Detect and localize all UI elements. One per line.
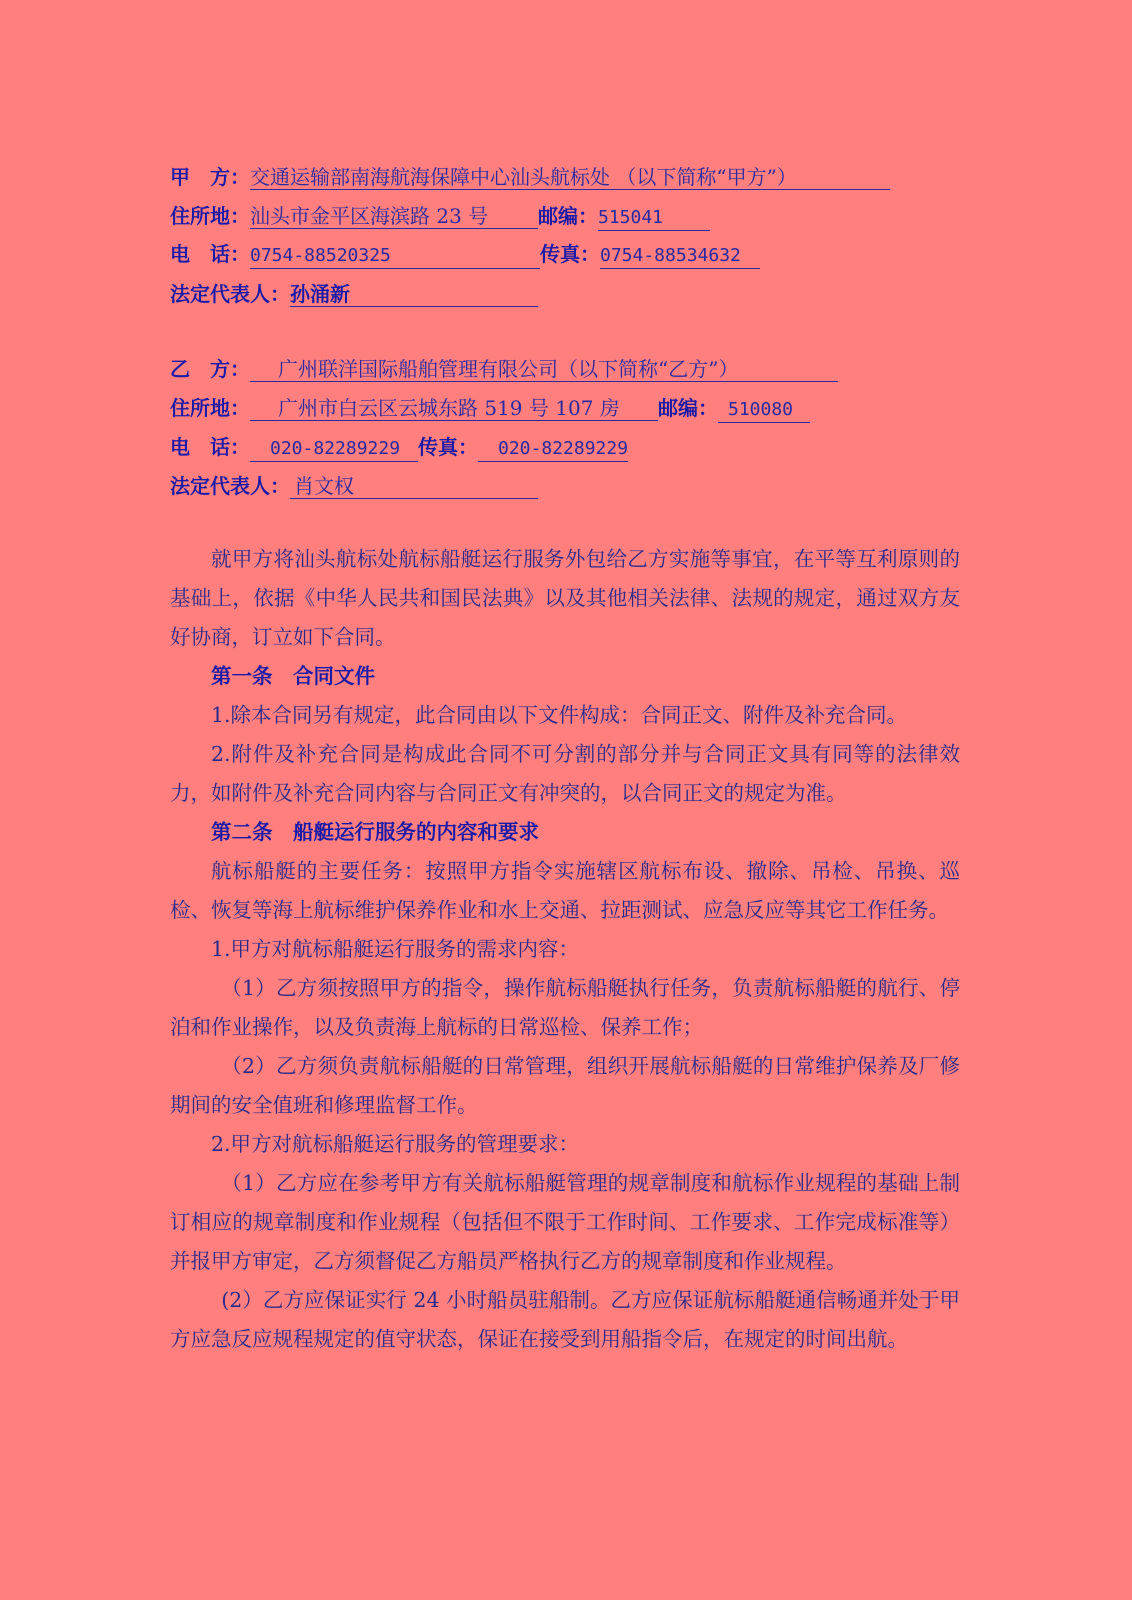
party-b-postcode-label: 邮编： xyxy=(658,396,718,420)
article-2-section-2-title: 2.甲方对航标船艇运行服务的管理要求： xyxy=(211,1132,580,1156)
party-b-address-label: 住所地： xyxy=(170,396,250,420)
party-b-phone-label: 电 话： xyxy=(170,435,250,459)
party-b-rep-row xyxy=(170,473,538,499)
party-b-phone-row xyxy=(170,434,628,462)
party-b-rep: 肖文权 xyxy=(290,474,538,499)
party-a-name-row xyxy=(170,164,890,190)
party-a-address: 汕头市金平区海滨路 23 号 xyxy=(250,204,538,229)
party-a-postcode-label: 邮编： xyxy=(538,204,598,228)
party-a-address-row xyxy=(170,203,710,231)
contract-body xyxy=(170,540,960,1359)
party-b-postcode: 510080 xyxy=(718,398,810,423)
party-b-name-row xyxy=(170,356,838,382)
party-b-fax: 020-82289229 xyxy=(478,437,628,462)
party-a-rep: 孙涌新 xyxy=(290,282,538,307)
party-a-fax-label: 传真： xyxy=(540,242,600,266)
article-2-section-2-item-1: （1）乙方应在参考甲方有关航标船艇管理的规章制度和航标作业规程的基础上制订相应的规章制度和作业规程（包括但不限于工作时间、工作要求、工作完成标准等）并报甲方审定，乙方须督促乙方船员严格执行乙方的规章制度和作业规程。 xyxy=(170,1171,960,1273)
article-2-section-1-title: 1.甲方对航标船艇运行服务的需求内容： xyxy=(211,937,580,961)
article-1-title: 第一条 合同文件 xyxy=(211,664,375,688)
party-b-address: 广州市白云区云城东路 519 号 107 房 xyxy=(250,396,658,421)
party-a-postcode: 515041 xyxy=(598,206,710,231)
party-a-address-label: 住所地： xyxy=(170,204,250,228)
party-b-phone: 020-82289229 xyxy=(250,437,418,462)
party-a-fax: 0754-88534632 xyxy=(600,244,760,269)
intro-paragraph: 就甲方将汕头航标处航标船艇运行服务外包给乙方实施等事宜，在平等互利原则的基础上，依据《中华人民共和国民法典》以及其他相关法律、法规的规定，通过双方友好协商，订立如下合同。 xyxy=(170,547,960,649)
party-a-phone: 0754-88520325 xyxy=(250,244,540,269)
party-b-label: 乙 方： xyxy=(170,357,250,381)
article-2-section-2-item-2: (2）乙方应保证实行 24 小时船员驻船制。乙方应保证航标船艇通信畅通并处于甲方应急反应规程规定的值守状态，保证在接受到用船指令后，在规定的时间出航。 xyxy=(170,1288,960,1351)
party-a-rep-label: 法定代表人： xyxy=(170,282,290,306)
article-1-item-1: 1.除本合同另有规定，此合同由以下文件构成：合同正文、附件及补充合同。 xyxy=(211,703,908,727)
article-1-item-2: 2.附件及补充合同是构成此合同不可分割的部分并与合同正文具有同等的法律效力，如附件及补充合同内容与合同正文有冲突的，以合同正文的规定为准。 xyxy=(170,742,960,805)
party-a-name: 交通运输部南海航海保障中心汕头航标处 （以下简称“甲方”） xyxy=(250,165,890,190)
party-b-rep-label: 法定代表人： xyxy=(170,474,290,498)
party-a-rep-row xyxy=(170,281,538,307)
article-2-title: 第二条 船艇运行服务的内容和要求 xyxy=(211,820,539,844)
article-2-section-1-item-1: （1）乙方须按照甲方的指令，操作航标船艇执行任务，负责航标船艇的航行、停泊和作业操作，以及负责海上航标的日常巡检、保养工作； xyxy=(170,976,960,1039)
party-b-name: 广州联洋国际船舶管理有限公司（以下简称“乙方”） xyxy=(250,357,838,382)
article-2-tasks: 航标船艇的主要任务：按照甲方指令实施辖区航标布设、撤除、吊检、吊换、巡检、恢复等海上航标维护保养作业和水上交通、拉距测试、应急反应等其它工作任务。 xyxy=(170,859,960,922)
party-b-fax-label: 传真： xyxy=(418,435,478,459)
party-a-label: 甲 方： xyxy=(170,165,250,189)
party-b-address-row xyxy=(170,395,810,423)
party-a-phone-row xyxy=(170,241,760,269)
party-a-phone-label: 电 话： xyxy=(170,242,250,266)
article-2-section-1-item-2: （2）乙方须负责航标船艇的日常管理，组织开展航标船艇的日常维护保养及厂修期间的安全值班和修理监督工作。 xyxy=(170,1054,960,1117)
